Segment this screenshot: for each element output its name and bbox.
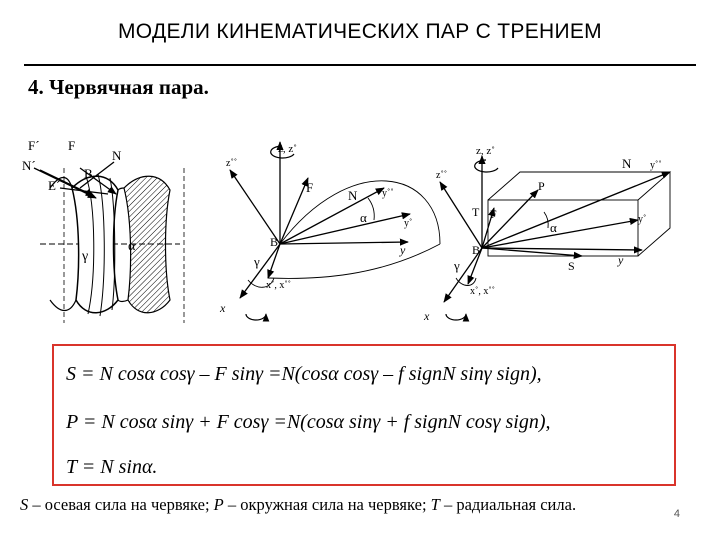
caption [20, 495, 576, 515]
right-label-t: T [472, 205, 480, 219]
mid-label-y-double: y˚˚ [382, 188, 394, 199]
worm-sketch [22, 138, 184, 323]
right-label-y-double: y˚˚ [650, 160, 662, 171]
caption-p-symbol: P [213, 495, 224, 514]
mid-label-y: y [400, 243, 406, 257]
right-label-f: F [490, 207, 497, 221]
section-heading: 4. Червячная пара. [28, 75, 209, 99]
caption-t-symbol: T [430, 495, 440, 514]
right-label-p: P [538, 179, 545, 193]
worm-label-n: N [112, 148, 122, 163]
caption-p-text: – окружная сила на червяке; [223, 495, 431, 514]
worm-label-alpha: α [128, 239, 136, 254]
page-number: 4 [673, 508, 680, 520]
slide-title: МОДЕЛИ КИНЕМАТИЧЕСКИХ ПАР С ТРЕНИЕМ [118, 20, 602, 43]
right-label-z: z, z˚ [476, 145, 495, 157]
right-label-b: B [472, 243, 481, 257]
mid-label-x: x [220, 301, 226, 315]
right-label-gamma: γ [454, 258, 460, 273]
mid-label-y-prime: y˚ [404, 218, 413, 229]
mid-label-z: z, z˚ [278, 143, 297, 155]
mid-label-n: N [348, 188, 358, 203]
mid-label-alpha: α [360, 210, 367, 225]
right-label-x: x [424, 309, 430, 323]
mid-label-b: B [270, 235, 279, 249]
mid-label-x-axes: x˚, x˚˚ [266, 280, 291, 291]
force-diagram-right [423, 145, 670, 323]
formula-s: S = N cosα cosγ – F sinγ =N(cosα cosγ – f signN sinγ sign), [66, 363, 542, 385]
caption-s-symbol: S [20, 495, 29, 514]
right-label-y-prime: y˚ [638, 214, 647, 225]
worm-pair-figure [20, 128, 700, 328]
right-label-s: S [568, 259, 575, 273]
right-label-alpha: α [550, 220, 557, 235]
title-divider [24, 64, 696, 66]
worm-label-f-prime: F´ [28, 138, 40, 153]
caption-s-text: – осевая сила на червяке; [28, 495, 214, 514]
right-label-n: N [622, 156, 632, 171]
right-label-z-double: z˚˚ [436, 170, 448, 181]
right-label-y: y [618, 253, 624, 267]
worm-label-n-prime: N´ [22, 158, 36, 173]
worm-label-gamma: γ [82, 249, 89, 264]
mid-label-z-double: z˚˚ [226, 158, 238, 169]
right-label-x-axes: x˚, x˚˚ [470, 286, 495, 297]
worm-label-b: B [84, 166, 93, 181]
mid-label-f: F [306, 180, 314, 195]
force-diagram-middle [219, 142, 440, 320]
formula-t: T = N sinα. [66, 456, 158, 478]
worm-label-f: F [68, 138, 76, 153]
mid-label-gamma: γ [254, 254, 260, 269]
formula-p: P = N cosα sinγ + F cosγ =N(cosα sinγ + f signN cosγ sign), [66, 411, 551, 433]
worm-label-e-prime: E´ [48, 178, 61, 193]
caption-t-text: – радиальная сила. [439, 495, 577, 514]
